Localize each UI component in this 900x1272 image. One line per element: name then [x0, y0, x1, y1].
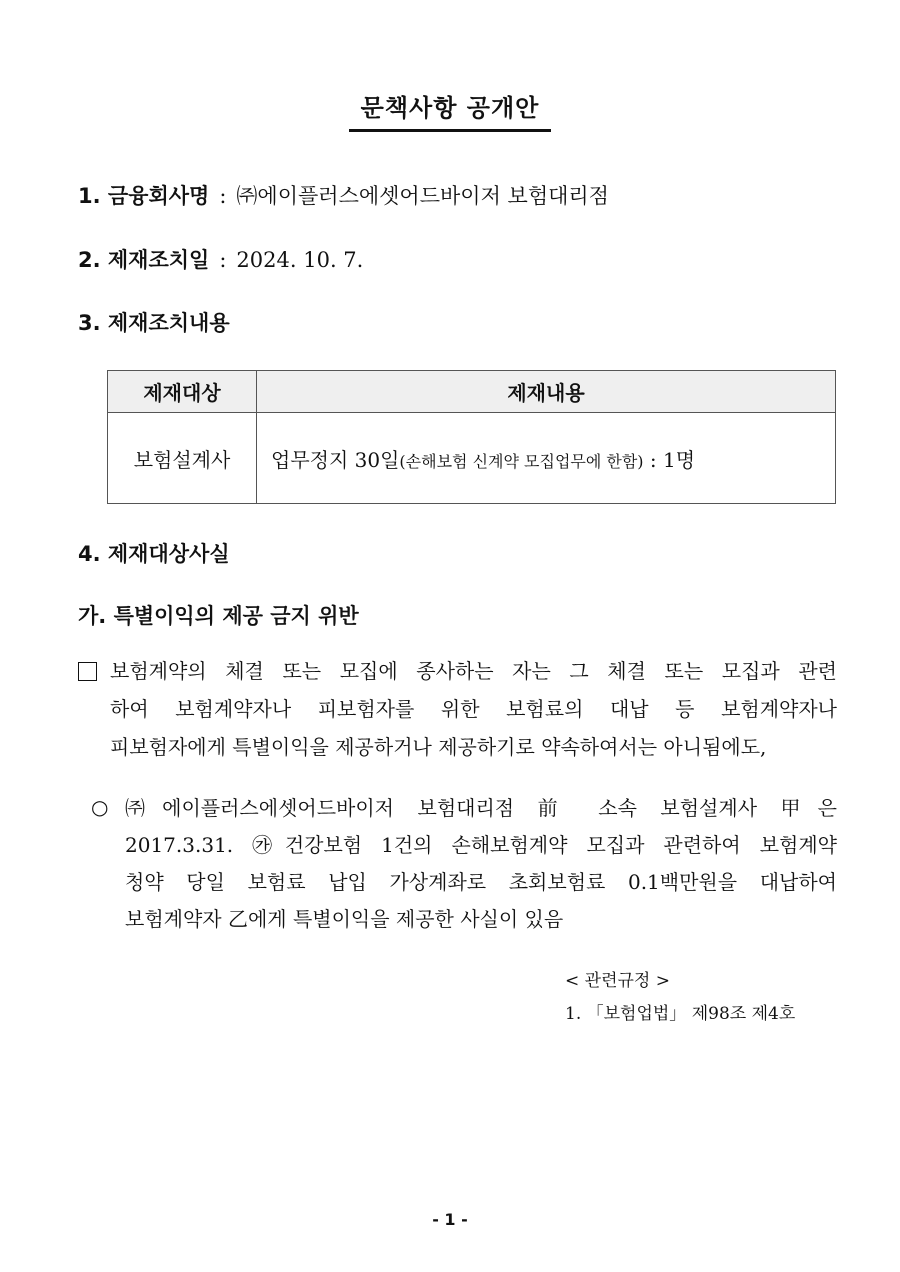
table-cell-content	[257, 413, 836, 504]
document-title: 문책사항 공개안	[349, 88, 552, 132]
content-tail: : 1명	[643, 447, 696, 472]
table-header-row	[108, 371, 836, 413]
company-name-line	[78, 180, 609, 210]
paragraph-prohibition	[110, 652, 837, 766]
title-container	[0, 88, 900, 132]
subsection-heading	[78, 600, 359, 630]
content-main: 업무정지 30일	[271, 447, 400, 472]
table-cell-target: 보험설계사	[108, 413, 257, 504]
sanction-date-label: 2. 제재조치일	[78, 248, 210, 272]
regulation-heading: < 관련규정 >	[565, 971, 670, 991]
company-name-value: ㈜에이플러스에셋어드바이저 보험대리점	[236, 184, 609, 208]
checkbox-icon	[78, 662, 97, 681]
regulation-item: 1. 「보험업법」 제98조 제4호	[565, 1004, 796, 1024]
table-header-target: 제재대상	[108, 371, 257, 413]
paragraph-line: 보험계약자 乙에게 특별이익을 제공한 사실이 있음	[125, 907, 564, 931]
table-row	[108, 413, 836, 504]
bullet-marker: ○	[91, 795, 109, 819]
paragraph-line: 하여 보험계약자나 피보험자를 위한 보험료의 대납 등 보험계약자나	[110, 697, 837, 721]
paragraph-line: 청약 당일 보험료 납입 가상계좌로 초회보험료 0.1백만원을 대납하여	[125, 870, 837, 894]
paragraph-line: 보험계약의 체결 또는 모집에 종사하는 자는 그 체결 또는 모집과 관련	[110, 659, 837, 683]
sanction-date-value: 2024. 10. 7.	[236, 248, 364, 272]
paragraph-line: 2017.3.31. ㉮건강보험 1건의 손해보험계약 모집과 관련하여 보험계약	[125, 833, 837, 857]
sanction-table	[107, 370, 836, 504]
violation-facts-label: 4. 제재대상사실	[78, 542, 230, 566]
table-header-content: 제재내용	[257, 371, 836, 413]
company-name-label: 1. 금융회사명	[78, 184, 210, 208]
violation-facts-heading	[78, 538, 230, 568]
paragraph-line: 피보험자에게 특별이익을 제공하거나 제공하기로 약속하여서는 아니됨에도,	[110, 735, 767, 759]
company-name-colon: :	[219, 184, 227, 208]
page-number: - 1 -	[432, 1210, 468, 1229]
sanction-date-colon: :	[219, 248, 227, 272]
content-detail: (손해보험 신계약 모집업무에 한함)	[399, 451, 644, 471]
paragraph-facts	[125, 790, 837, 938]
sanction-content-label: 3. 제재조치내용	[78, 311, 230, 335]
sanction-content-heading	[78, 307, 230, 337]
paragraph-line: ㈜에이플러스에셋어드바이저 보험대리점 前 소속 보험설계사 甲은	[125, 796, 837, 820]
sanction-date-line	[78, 244, 363, 274]
subsection-label: 가. 특별이익의 제공 금지 위반	[78, 604, 359, 628]
